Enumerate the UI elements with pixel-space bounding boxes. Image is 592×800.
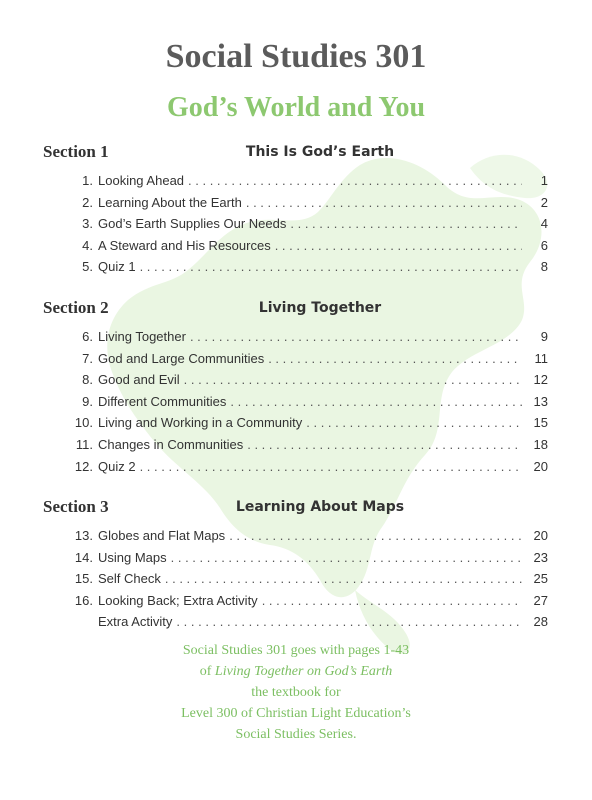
entry-number: 16.: [74, 593, 93, 608]
toc-entry: [60, 344, 548, 366]
entry-number: 11.: [75, 437, 93, 452]
entry-number: 12.: [74, 459, 93, 474]
entry-page: 8: [540, 259, 548, 274]
dot-leader: [140, 459, 522, 474]
toc-entry: [60, 607, 548, 629]
entry-page: 9: [540, 329, 548, 344]
entry-title: Good and Evil: [98, 372, 180, 387]
entry-title: Self Check: [98, 571, 161, 586]
dot-leader: [188, 173, 522, 188]
footer-line-2: [0, 661, 592, 682]
dot-leader: [190, 329, 522, 344]
entry-title: Living and Working in a Community: [98, 415, 303, 430]
dot-leader: [229, 528, 522, 543]
page-subtitle: God’s World and You: [166, 92, 426, 123]
toc-entry: [60, 231, 548, 253]
dot-leader: [247, 437, 522, 452]
entry-number: 5.: [82, 259, 93, 274]
dot-leader: [262, 593, 522, 608]
entry-number: 4.: [82, 238, 93, 253]
entry-page: 6: [540, 238, 548, 253]
entry-page: 2: [540, 195, 548, 210]
entry-page: 20: [533, 459, 548, 474]
dot-leader: [230, 394, 522, 409]
entry-title: Living Together: [98, 329, 186, 344]
entry-page: 18: [533, 437, 548, 452]
entry-number: 7.: [82, 351, 93, 366]
entry-page: 23: [533, 550, 548, 565]
toc-entry: [60, 209, 548, 231]
entry-title: Different Communities: [98, 394, 227, 409]
dot-leader: [268, 351, 522, 366]
section-1-label: Section 1: [43, 142, 109, 161]
entry-title: Changes in Communities: [98, 437, 244, 452]
entry-title: God’s Earth Supplies Our Needs: [98, 216, 287, 231]
toc-entry: [60, 430, 548, 452]
toc-entry: [60, 365, 548, 387]
entry-page: 20: [533, 528, 548, 543]
dot-leader: [275, 238, 522, 253]
footer-line-5: Social Studies Series.: [235, 727, 357, 742]
entry-title: Quiz 2: [98, 459, 136, 474]
entry-number: 14.: [74, 550, 93, 565]
entry-page: 25: [533, 571, 548, 586]
entry-page: 11: [534, 351, 548, 366]
entry-page: 13: [533, 394, 548, 409]
dot-leader: [140, 259, 522, 274]
toc-entry: [60, 322, 548, 344]
entry-number: 2.: [82, 195, 93, 210]
entry-title: Looking Back; Extra Activity: [98, 593, 258, 608]
toc-entry: [60, 408, 548, 430]
section-2-label: Section 2: [43, 298, 109, 317]
entry-page: 12: [533, 372, 548, 387]
dot-leader: [176, 614, 522, 629]
entry-page: 27: [533, 593, 548, 608]
toc-entry: [60, 564, 548, 586]
footer-note: [0, 640, 592, 745]
entry-title: Learning About the Earth: [98, 195, 242, 210]
dot-leader: [306, 415, 522, 430]
section-3-title: Learning About Maps: [235, 499, 405, 515]
entry-title: God and Large Communities: [98, 351, 265, 366]
entry-page: 1: [540, 173, 548, 188]
toc-entry: [60, 387, 548, 409]
section-2-title: Living Together: [258, 300, 382, 316]
footer-line-4: Level 300 of Christian Light Education’s: [181, 706, 411, 721]
footer-line-3: the textbook for: [251, 685, 341, 700]
entry-title: Looking Ahead: [98, 173, 185, 188]
entry-title: Globes and Flat Maps: [98, 528, 226, 543]
toc-entry: [60, 521, 548, 543]
entry-page: 28: [533, 614, 548, 629]
dot-leader: [171, 550, 522, 565]
section-1-title: This Is God’s Earth: [245, 144, 395, 160]
dot-leader: [290, 216, 522, 231]
toc-entry: [60, 452, 548, 474]
entry-number: 10.: [74, 415, 93, 430]
dot-leader: [184, 372, 522, 387]
entry-number: 13.: [74, 528, 93, 543]
dot-leader: [165, 571, 522, 586]
toc-entry: [60, 543, 548, 565]
entry-number: 15.: [74, 571, 93, 586]
toc-entry: [60, 166, 548, 188]
section-3-label: Section 3: [43, 497, 109, 516]
entry-number: 1.: [82, 173, 93, 188]
page-title: Social Studies 301: [165, 38, 427, 75]
entry-number: 3.: [82, 216, 93, 231]
toc-entry: [60, 252, 548, 274]
textbook-title: Living Together on God’s Earth: [214, 664, 393, 679]
entry-title: Quiz 1: [98, 259, 136, 274]
footer-line-2-prefix: of: [199, 664, 215, 679]
toc-entry: [60, 188, 548, 210]
entry-number: 8.: [82, 372, 93, 387]
entry-page: 15: [533, 415, 548, 430]
dot-leader: [246, 195, 522, 210]
entry-title: Extra Activity: [98, 614, 173, 629]
entry-number: 6.: [82, 329, 93, 344]
entry-title: Using Maps: [98, 550, 167, 565]
footer-line-1: Social Studies 301 goes with pages 1-43: [182, 643, 410, 658]
entry-title: A Steward and His Resources: [98, 238, 271, 253]
entry-number: 9.: [82, 394, 93, 409]
toc-entry: [60, 586, 548, 608]
entry-page: 4: [540, 216, 548, 231]
